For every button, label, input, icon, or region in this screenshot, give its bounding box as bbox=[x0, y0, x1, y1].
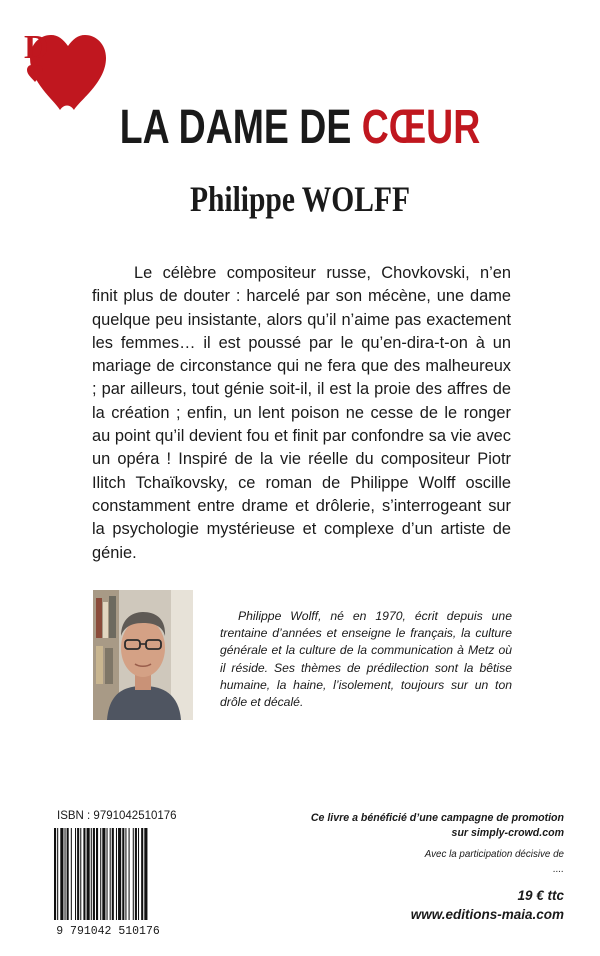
synopsis-text: Le célèbre compositeur russe, Chovkovski, n’en finit plus de douter : harcelé par son mécène, une dame quelque peu insistante, alors qu’il n’aime pas exactement les femmes… il est poussé par le qu’en-dira-t-on à un mariage de circonstance qui ne fera que des malheureux ; par ailleurs, tout génie soit-il, il est la proie des affres de la création ; enfin, un lent poison ne cesse de le ronger au point qu’il devient fou et finit par confondre sa vie avec un opéra ! Inspiré de la vie réelle du compositeur Piotr Ilitch Tchaïkovsky, ce roman de Philippe Wolff oscille constamment entre drame et drôlerie, s’interrogeant sur la psychologie mystérieuse et complexe d’un artiste de génie. bbox=[92, 264, 511, 562]
barcode-digits: 9 791042 510176 bbox=[56, 925, 160, 938]
book-title bbox=[66, 100, 534, 155]
promotion-line-2: sur simply-crowd.com bbox=[451, 827, 564, 839]
author-bio: Philippe Wolff, né en 1970, écrit depuis une trentaine d’années et enseigne le français, la culture générale et la culture de la communication à Metz où il réside. Ses thèmes de prédilection sont la bêtise humaine, la haine, l’isolement, toujours sur un ton drôle et décalé. bbox=[220, 609, 512, 710]
price-label: 19 € ttc bbox=[517, 888, 564, 903]
author-photo bbox=[93, 590, 193, 720]
title-black-part: LA DAME DE bbox=[119, 101, 362, 154]
participation-line-1: Avec la participation décisive de bbox=[424, 849, 564, 860]
participation-line-2: .... bbox=[553, 864, 564, 875]
promotion-note bbox=[264, 811, 564, 841]
barcode bbox=[44, 826, 172, 938]
isbn-label: ISBN : 9791042510176 bbox=[57, 810, 177, 822]
title-red-part: CŒUR bbox=[361, 101, 481, 154]
logo-letter: D bbox=[24, 29, 49, 66]
participation-note bbox=[264, 847, 564, 877]
author-name: Philippe WOLFF bbox=[189, 179, 411, 219]
publisher-website: www.editions-maia.com bbox=[410, 907, 564, 922]
promotion-line-1: Ce livre a bénéficié d’une campagne de promotion bbox=[310, 812, 564, 824]
